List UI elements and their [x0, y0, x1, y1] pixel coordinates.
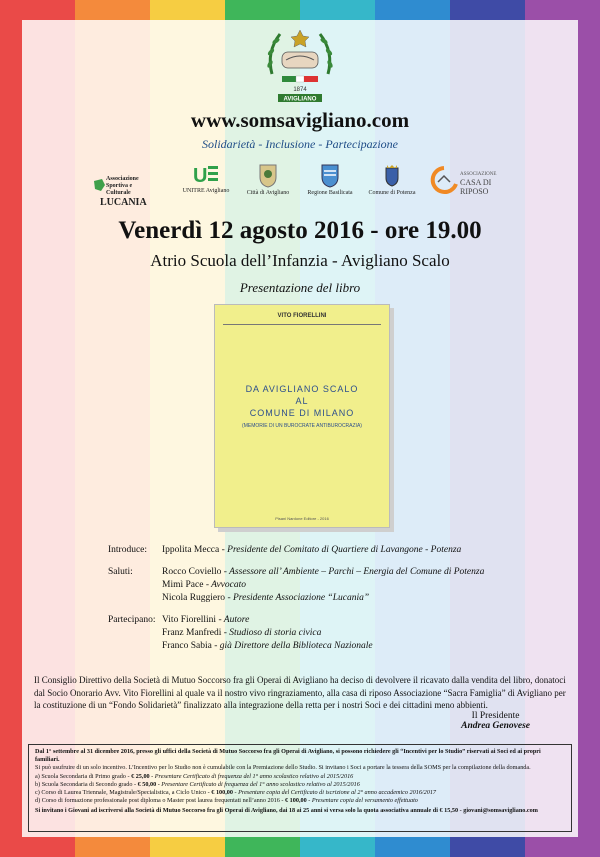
notice-intro: Dal 1° settembre al 31 dicembre 2016, presso gli uffici della Società di Mutuo Soccorso fra gli Operai di Avigliano, si possono richiedere gli “Incentivi per lo Studio” riservati ai Soci ed ai propri familiari. [35, 748, 541, 764]
part-entry-3 [162, 641, 373, 651]
notice-item-b [35, 781, 565, 789]
book-publisher: Pisani Nardone Editore - 2016 [275, 516, 329, 521]
website-url[interactable]: www.somsavigliano.com [190, 108, 410, 132]
lucania-map-icon [92, 178, 106, 192]
notice-footer: Si invitano i Giovani ad iscriversi alla Società di Mutuo Soccorso fra gli Operai di Avigliano, dai 18 ai 25 anni si versa solo la quota associativa annuale di € 15,50 - giovani@somsavigliano.com [35, 807, 538, 815]
unitre-mark: U [193, 165, 208, 186]
book-title-line-3: COMUNE DI MILANO [249, 408, 355, 418]
book-title [215, 383, 389, 419]
book-subtitle: (MEMORIE DI UN BUROCRATE ANTIBUROCRAZIA) [242, 423, 362, 429]
partner-lucania [92, 176, 152, 208]
saluti-2-name: Mimì Pace [162, 580, 204, 590]
notice-item-d [35, 797, 565, 805]
basilicata-crest-icon [318, 162, 342, 188]
book-title-line-1: DA AVIGLIANO SCALO [245, 384, 359, 394]
partner-basilicata [302, 162, 358, 196]
signature [461, 711, 530, 731]
notice-item-a [35, 773, 565, 781]
book-title-line-2: AL [295, 396, 309, 406]
avigliano-crest-icon [256, 162, 280, 188]
introduce-label: Introduce: [108, 545, 148, 555]
introduce-name: Ippolita Mecca [162, 545, 220, 555]
potenza-crest-icon [380, 162, 404, 188]
casa-caption: ASSOCIAZIONE [460, 172, 497, 177]
unitre-logo-icon [191, 162, 221, 186]
event-date: Venerdì 12 agosto 2016 - ore 19.00 [118, 217, 482, 244]
signature-name: Andrea Genovese [461, 721, 530, 731]
book-rule [223, 324, 381, 325]
incentives-notice-box [28, 744, 572, 832]
notice-line2: Si può usufruire di un solo incentivo. L’Incentivo per lo Studio non è cumulabile con la Premiazione dello Studio. Si invitano i Soci a portare la tessera della SOMS per la compilazione della domanda. [35, 764, 531, 772]
partner-logos [92, 162, 512, 210]
lucania-caption: Associazione [106, 176, 139, 182]
notice-d-label: d) Corso di formazione professionale post diploma o Master post laurea frequentati nell’anno 2016 - [35, 797, 284, 805]
soms-emblem-icon [262, 24, 338, 104]
saluti-1-name: Rocco Coviello [162, 567, 222, 577]
partecipano-label: Partecipano: [108, 615, 156, 625]
basilicata-label: Regione Basilicata [307, 190, 353, 196]
notice-item-c [35, 789, 565, 797]
saluti-3-role: - Presidente Associazione “Lucania” [227, 593, 370, 603]
donation-paragraph: Il Consiglio Direttivo della Società di Mutuo Soccorso fra gli Operai di Avigliano ha deciso di devolvere il ricavato dalla vendita del libro, donatoci dal Socio Onorario Avv. Vito Fiorellini al quale va il nostro vivo ringraziamento, alla casa di riposo Associazione “Sacra Famiglia” di Avigliano per la costituzione di un “Fondo Solidarietà” finalizzato alla integrazione della retta per i nostri Soci e dei cittadini meno abbienti. [34, 675, 566, 710]
lucania-caption-2: Sportiva e Culturale [106, 183, 133, 196]
part-2-role: - Studioso di storia civica [223, 628, 322, 638]
saluti-entry-2 [162, 580, 246, 590]
notice-a-label: a) Scuola Secondaria di Primo grado - [35, 772, 130, 780]
signature-role: Il Presidente [471, 711, 520, 721]
notice-b-note: - Presentare Certificato di frequenza del 1° anno scolastico relativo al 2015/2016 [157, 780, 360, 788]
presentation-label: Presentazione del libro [239, 280, 361, 295]
book-author: VITO FIORELLINI [277, 313, 327, 319]
introduce-entry [162, 545, 461, 555]
introduce-role: - Presidente del Comitato di Quartiere di Lavangone - Potenza [221, 545, 462, 555]
notice-d-note: - Presentare copia del versamento effettuato [308, 797, 418, 805]
notice-d-amount: € 100,00 [285, 797, 307, 805]
saluti-1-role: - Assessore all’ Ambiente – Parchi – Energia del Comune di Potenza [223, 567, 485, 577]
saluti-3-name: Nicola Ruggiero [162, 593, 226, 603]
notice-b-amount: € 50,00 [137, 780, 157, 788]
part-entry-2 [162, 628, 321, 638]
saluti-entry-3 [162, 593, 369, 603]
part-1-name: Vito Fiorellini [162, 615, 217, 625]
event-venue: Atrio Scuola dell’Infanzia - Avigliano Scalo [150, 251, 450, 270]
potenza-label: Comune di Potenza [368, 190, 416, 196]
lucania-name: LUCANIA [100, 197, 147, 208]
partner-unitre [178, 162, 234, 194]
notice-c-label: c) Corso di Laurea Triennale, Magistrale/Specialistica, a Ciclo Unico - [35, 789, 210, 797]
notice-a-note: - Presentare Certificato di frequenza del 1° anno scolastico relativo al 2015/2016 [151, 772, 354, 780]
unitre-label: UNITRE Avigliano [182, 188, 230, 194]
casa-name: CASA DI RIPOSO [460, 178, 492, 196]
motto: Solidarietà - Inclusione - Partecipazione [202, 137, 398, 151]
part-2-name: Franz Manfredi [162, 628, 222, 638]
partner-potenza [364, 162, 420, 196]
part-1-role: - Autore [218, 615, 250, 625]
notice-c-amount: € 100,00 [211, 789, 233, 797]
saluti-label: Saluti: [108, 567, 133, 577]
part-3-role: - già Direttore della Biblioteca Nazionale [214, 641, 373, 651]
emblem-text: AVIGLIANO [283, 96, 317, 103]
notice-b-label: b) Scuola Secondaria di Secondo grado - [35, 780, 137, 788]
book-cover [214, 304, 390, 528]
notice-a-amount: € 25,00 [131, 772, 150, 780]
saluti-2-role: - Avvocato [205, 580, 246, 590]
part-3-name: Franco Sabia [162, 641, 212, 651]
avigliano-label: Città di Avigliano [246, 190, 290, 196]
partner-avigliano [240, 162, 296, 196]
casa-riposo-logo-icon [430, 164, 458, 198]
partner-casa-riposo [430, 164, 510, 196]
notice-c-note: - Presentare copia del Certificato di iscrizione al 2° anno accademico 2016/2017 [234, 789, 437, 797]
part-entry-1 [162, 615, 249, 625]
emblem-year: 1874 [293, 87, 307, 93]
saluti-entry-1 [162, 567, 484, 577]
